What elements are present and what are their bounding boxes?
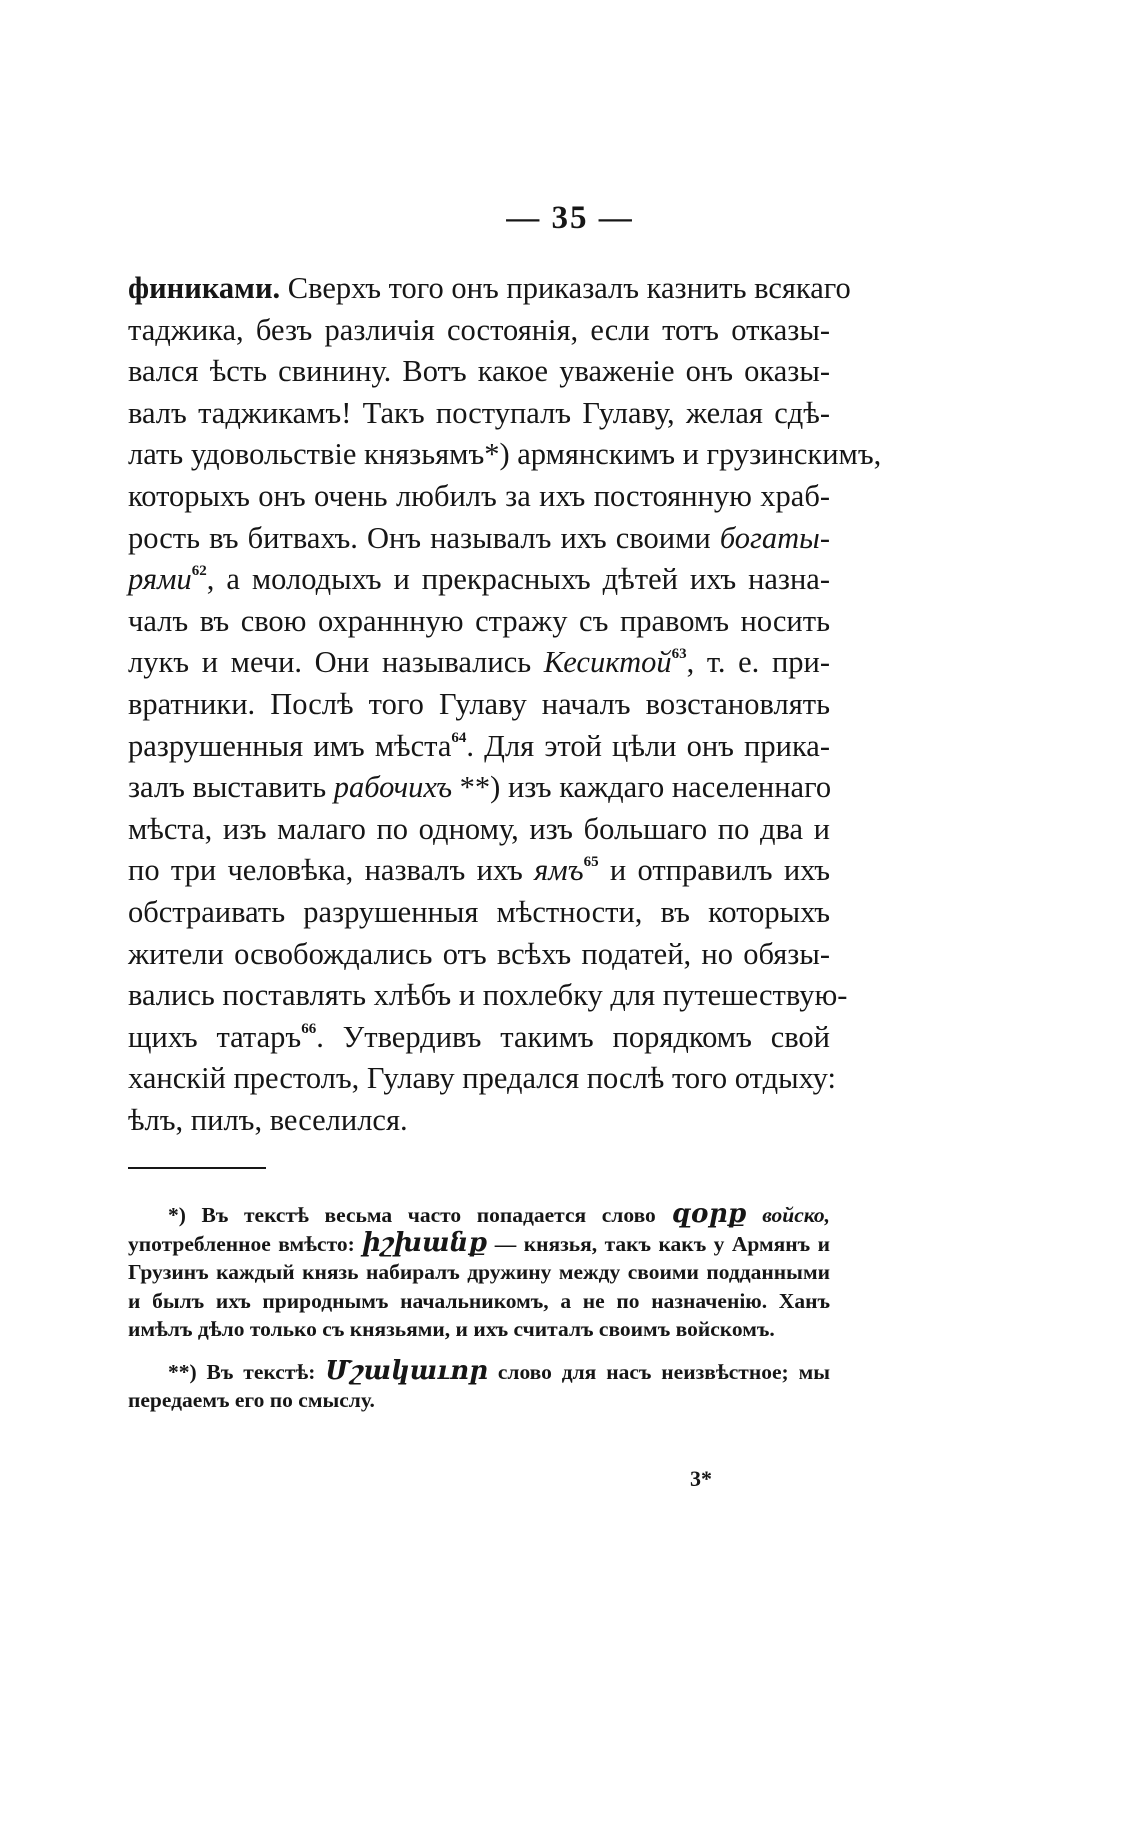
text-line: вался ѣсть свинину. Вотъ какое уваженіе онъ оказы- bbox=[128, 354, 830, 389]
text-line bbox=[128, 642, 830, 684]
text-span: слово для насъ неизвѣстное; мы передаемъ его по смыслу. bbox=[128, 1360, 830, 1413]
footnote-1 bbox=[128, 1200, 830, 1343]
text-line bbox=[128, 726, 830, 768]
text-span: , т. е. при- bbox=[686, 645, 830, 680]
note-ref: 66 bbox=[301, 1020, 317, 1037]
text-span: рость въ битвахъ. Онъ называлъ ихъ своими bbox=[128, 520, 720, 555]
note-ref: 63 bbox=[671, 646, 687, 663]
text-line bbox=[128, 559, 830, 601]
text-line: вратники. Послѣ того Гулаву началъ возстановлять bbox=[128, 686, 830, 721]
text-line: жители освобождались отъ всѣхъ податей, но обязы- bbox=[128, 936, 830, 971]
page-number: — 35 — bbox=[506, 200, 634, 236]
footnotes bbox=[128, 1200, 830, 1428]
text-line bbox=[128, 850, 830, 892]
text-line bbox=[128, 1017, 830, 1059]
text-line: чалъ въ свою охраннную стражу съ правомъ носить bbox=[128, 603, 830, 638]
signature-mark: 3* bbox=[690, 1466, 712, 1491]
text-line: мѣста, изъ малаго по одному, изъ большаго по два и bbox=[128, 811, 830, 846]
italic-term: рями bbox=[128, 562, 192, 597]
text-line: лать удовольствіе князьямъ*) армянскимъ и грузинскимъ, bbox=[128, 437, 882, 472]
text-span bbox=[747, 1203, 763, 1227]
footnote-rule bbox=[128, 1167, 266, 1169]
text-span: залъ выставить bbox=[128, 770, 334, 805]
note-ref: 62 bbox=[191, 563, 207, 580]
text-span: разрушенныя имъ мѣста bbox=[128, 728, 452, 763]
text-span: . Утвердивъ такимъ порядкомъ свой bbox=[316, 1019, 830, 1054]
text-line: таджика, безъ различія состоянія, если тотъ отказы- bbox=[128, 312, 830, 347]
text-span: *) Въ текстѣ весьма часто попадается слово bbox=[168, 1203, 672, 1227]
text-line: ѣлъ, пилъ, веселился. bbox=[128, 1102, 408, 1137]
note-ref: 64 bbox=[451, 729, 467, 746]
italic-term: богаты- bbox=[719, 520, 830, 555]
text-span: . Для этой цѣли онъ прика- bbox=[466, 728, 831, 763]
italic-term: Кесиктой bbox=[543, 645, 672, 680]
text-line bbox=[128, 518, 830, 560]
bold-word: финиками. bbox=[128, 271, 281, 305]
text-span: Сверхъ того онъ приказалъ казнить всякаго bbox=[280, 271, 851, 305]
text-line bbox=[128, 767, 830, 809]
text-span: употребленное вмѣсто: bbox=[128, 1232, 363, 1257]
text-line: валъ таджикамъ! Такъ поступалъ Гулаву, желая сдѣ- bbox=[128, 395, 830, 430]
text-line bbox=[128, 268, 851, 310]
text-span: и отправилъ ихъ bbox=[598, 853, 830, 888]
text-line: ханскій престолъ, Гулаву предался послѣ того отдыху: bbox=[128, 1061, 836, 1096]
text-span: щихъ татаръ bbox=[128, 1019, 302, 1054]
text-span: , а молодыхъ и прекрасныхъ дѣтей ихъ назна- bbox=[206, 562, 830, 597]
text-span: лукъ и мечи. Они назывались bbox=[128, 645, 544, 680]
footnote-2 bbox=[128, 1357, 830, 1414]
text-span: по три человѣка, назвалъ ихъ bbox=[128, 853, 535, 888]
armenian-word: Մշակաւոր bbox=[325, 1356, 488, 1386]
text-span: **) изъ каждаго населеннаго bbox=[452, 770, 832, 805]
armenian-word: իշխանք bbox=[362, 1228, 488, 1258]
text-span: — князья, такъ какъ у Армянъ и Грузинъ каждый князь набиралъ дружину между своими подданными и былъ ихъ природнымъ начальникомъ, а не по назначенію. Ханъ имѣлъ дѣло только съ князьями, и ихъ считалъ своимъ войскомъ. bbox=[128, 1232, 830, 1341]
italic-term: войско, bbox=[762, 1203, 830, 1227]
text-span: **) Въ текстѣ: bbox=[168, 1360, 326, 1385]
text-line: обстраивать разрушенныя мѣстности, въ которыхъ bbox=[128, 894, 830, 929]
main-text bbox=[128, 268, 882, 1141]
italic-term: рабочихъ bbox=[333, 770, 453, 805]
note-ref: 65 bbox=[583, 854, 599, 871]
text-line: вались поставлять хлѣбъ и похлебку для путешествую- bbox=[128, 978, 848, 1013]
text-line: которыхъ онъ очень любилъ за ихъ постоянную храб- bbox=[128, 478, 830, 513]
italic-term: ямъ bbox=[534, 853, 584, 888]
armenian-word: զօրք bbox=[671, 1199, 747, 1228]
